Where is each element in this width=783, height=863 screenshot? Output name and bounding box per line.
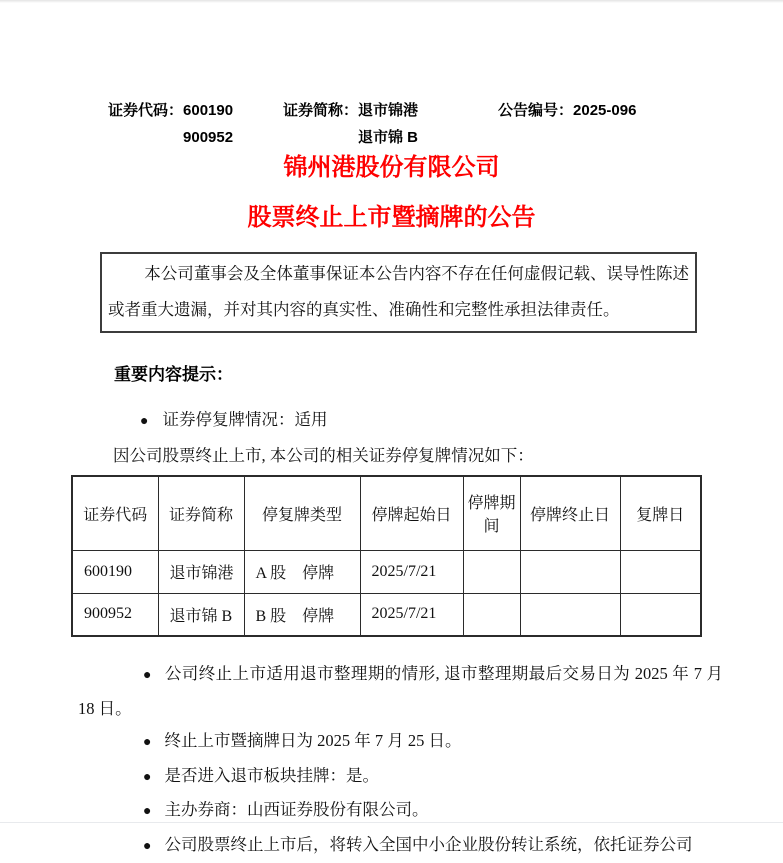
bullet-text: 是否进入退市板块挂牌：是。 bbox=[164, 766, 379, 785]
bullet-text: 公司终止上市适用退市整理期的情形, 退市整理期最后交易日为 2025 年 7 月 18 日。 bbox=[78, 664, 723, 718]
col-header-name: 证券简称 bbox=[158, 476, 244, 550]
cell-resume-date bbox=[620, 550, 701, 593]
bullet-item bbox=[78, 658, 723, 725]
table-header-row bbox=[72, 476, 701, 550]
securities-name-label: 证券简称： bbox=[283, 97, 358, 124]
bullet-item bbox=[78, 794, 723, 829]
securities-name-1: 退市锦港 bbox=[358, 97, 418, 124]
cell-type: B 股 停牌 bbox=[244, 593, 360, 636]
bullet-icon: ● bbox=[143, 668, 152, 683]
table-intro-text: 因公司股票终止上市, 本公司的相关证券停复牌情况如下： bbox=[113, 446, 783, 466]
bullet-item bbox=[78, 725, 723, 760]
col-header-resume-date: 复牌日 bbox=[620, 476, 701, 550]
bullet-text: 终止上市暨摘牌日为 2025 年 7 月 25 日。 bbox=[164, 731, 461, 750]
securities-code-group bbox=[108, 97, 233, 151]
cell-resume-date bbox=[620, 593, 701, 636]
disclaimer-box bbox=[100, 252, 697, 333]
cell-code: 900952 bbox=[72, 593, 158, 636]
cell-end-date bbox=[520, 593, 620, 636]
col-header-code: 证券代码 bbox=[72, 476, 158, 550]
cell-end-date bbox=[520, 550, 620, 593]
col-header-period: 停牌期间 bbox=[463, 476, 520, 550]
cell-period bbox=[463, 593, 520, 636]
suspension-table bbox=[71, 475, 702, 637]
securities-code-label: 证券代码： bbox=[108, 97, 183, 124]
bullet-icon: ● bbox=[143, 804, 151, 819]
securities-name-2: 退市锦 B bbox=[358, 124, 418, 151]
cell-start-date: 2025/7/21 bbox=[360, 550, 463, 593]
bullet-icon: ● bbox=[143, 839, 151, 854]
securities-name-group bbox=[283, 97, 418, 151]
page-bottom-edge bbox=[0, 822, 783, 823]
table-row bbox=[72, 593, 701, 636]
disclaimer-text: 本公司董事会及全体董事保证本公告内容不存在任何虚假记载、误导性陈述或者重大遗漏，并对其内容的真实性、准确性和完整性承担法律责任。 bbox=[108, 256, 689, 328]
bullet-list bbox=[78, 658, 723, 863]
bullet-icon: ● bbox=[143, 770, 151, 785]
col-header-end-date: 停牌终止日 bbox=[520, 476, 620, 550]
cell-type: A 股 停牌 bbox=[244, 550, 360, 593]
suspension-status-line bbox=[140, 410, 783, 432]
securities-code-label-spacer bbox=[108, 124, 183, 151]
col-header-start-date: 停牌起始日 bbox=[360, 476, 463, 550]
cell-name: 退市锦港 bbox=[158, 550, 244, 593]
document-header bbox=[0, 0, 783, 152]
securities-name-label-spacer bbox=[283, 124, 358, 151]
bullet-text: 主办券商：山西证券股份有限公司。 bbox=[164, 800, 428, 819]
bullet-icon: ● bbox=[143, 735, 151, 750]
important-hint-heading: 重要内容提示： bbox=[114, 365, 783, 385]
cell-start-date: 2025/7/21 bbox=[360, 593, 463, 636]
bullet-item bbox=[78, 760, 723, 795]
cell-period bbox=[463, 550, 520, 593]
col-header-type: 停复牌类型 bbox=[244, 476, 360, 550]
bullet-icon: ● bbox=[140, 414, 148, 429]
announcement-number-group bbox=[498, 97, 636, 124]
table-row bbox=[72, 550, 701, 593]
securities-code-1: 600190 bbox=[183, 97, 233, 124]
announcement-title: 股票终止上市暨摘牌的公告 bbox=[0, 204, 783, 232]
announcement-number: 2025-096 bbox=[573, 102, 636, 119]
announcement-number-label: 公告编号： bbox=[498, 102, 573, 119]
company-title: 锦州港股份有限公司 bbox=[0, 154, 783, 182]
securities-code-2: 900952 bbox=[183, 124, 233, 151]
bullet-text: 公司股票终止上市后，将转入全国中小企业股份转让系统，依托证券公司 bbox=[164, 835, 692, 854]
suspension-status-text: 证券停复牌情况：适用 bbox=[162, 410, 327, 429]
cell-code: 600190 bbox=[72, 550, 158, 593]
cell-name: 退市锦 B bbox=[158, 593, 244, 636]
bullet-item bbox=[78, 829, 723, 863]
